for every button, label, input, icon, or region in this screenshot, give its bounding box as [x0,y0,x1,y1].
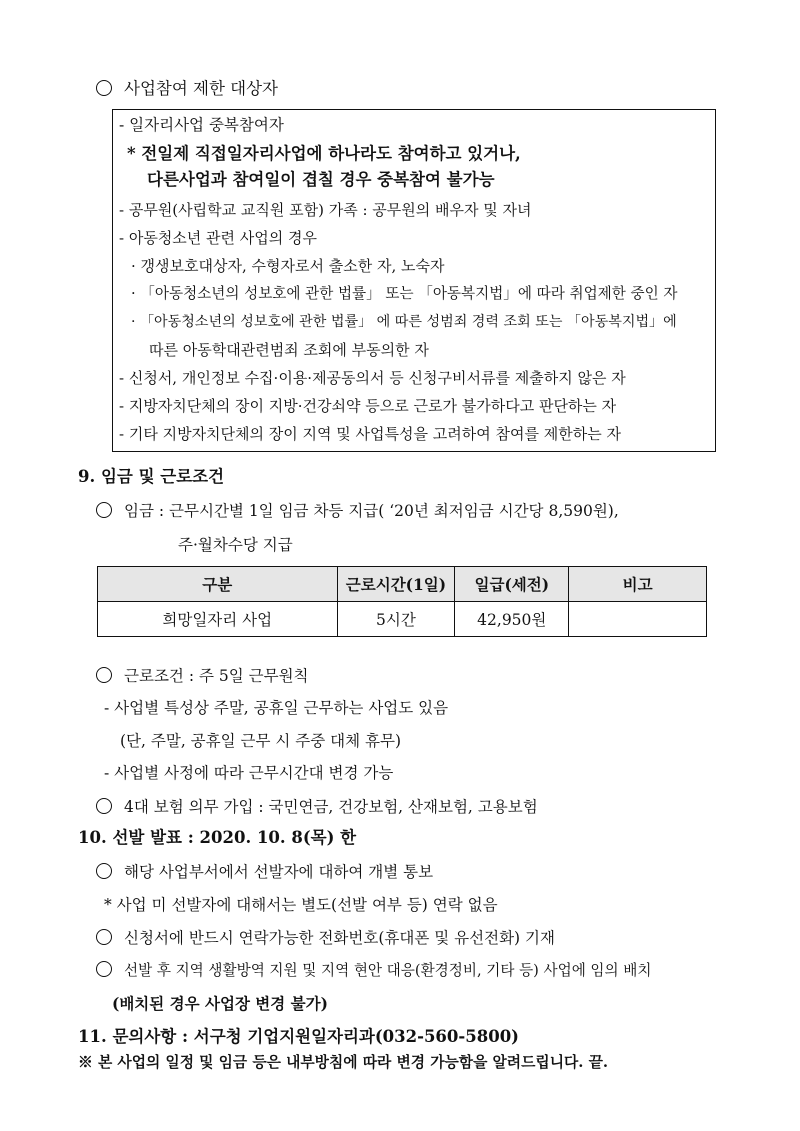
section9-heading: 9. 임금 및 근로조건 [78,467,225,486]
circle-bullet-icon [96,502,112,518]
section11-heading: 11. 문의사항 : 서구청 기업지원일자리과(032-560-5800) [78,1027,519,1046]
box-line-note: * 전일제 직접일자리사업에 하나라도 참여하고 있거나, [127,144,521,163]
phone-line: 신청서에 반드시 연락가능한 전화번호(휴대폰 및 유선전화) 기재 [96,927,555,949]
circle-bullet-icon [96,929,112,945]
table-cell: 희망일자리 사업 [98,602,338,637]
box-line: - 일자리사업 중복참여자 [119,116,284,134]
box-line: - 공무원(사립학교 교직원 포함) 가족 : 공무원의 배우자 및 자녀 [119,201,532,219]
work-line: (단, 주말, 공휴일 근무 시 주중 대체 휴무) [120,732,402,750]
table-header-row [98,567,707,602]
table-header: 근로시간(1일) [337,567,455,602]
box-line: - 아동청소년 관련 사업의 경우 [119,229,318,247]
table-header: 구분 [98,567,338,602]
work-line: - 사업별 특성상 주말, 공휴일 근무하는 사업도 있음 [104,699,449,717]
notice-line: 해당 사업부서에서 선발자에 대하여 개별 통보 [96,861,433,883]
restriction-box [112,109,716,452]
final-notice: ※ 본 사업의 일정 및 임금 등은 내부방침에 따라 변경 가능함을 알려드립니다. 끝. [78,1054,609,1071]
circle-bullet-icon [96,961,112,977]
section10-heading: 10. 선발 발표 : 2020. 10. 8(목) 한 [78,828,357,847]
box-line: · 「아동청소년의 성보호에 관한 법률」 또는 「아동복지법」에 따라 취업제한 중인 자 [131,285,678,302]
box-line: · 「아동청소년의 성보호에 관한 법률」 에 따른 성범죄 경력 조회 또는 「아동복지법」에 [131,314,677,330]
table-header: 일급(세전) [455,567,569,602]
work-line: - 사업별 사정에 따라 근무시간대 변경 가능 [104,764,394,782]
work-condition: 근로조건 : 주 5일 근무원칙 [96,665,309,687]
table-row [98,602,707,637]
table-header: 비고 [569,567,707,602]
placement-note: (배치된 경우 사업장 변경 불가) [112,994,328,1013]
wage-line: 임금 : 근무시간별 1일 임금 차등 지급( ‘20년 최저임금 시간당 8,590원), [96,500,619,522]
box-line-note: 다른사업과 참여일이 겹칠 경우 중복참여 불가능 [147,170,495,189]
box-line: 따른 아동학대관련범죄 조회에 부동의한 자 [149,341,429,359]
wage-line-2: 주·월차수당 지급 [178,536,293,554]
wage-table [97,566,707,637]
restrict-title: 사업참여 제한 대상자 [96,78,278,100]
box-line: - 신청서, 개인정보 수집·이용·제공동의서 등 신청구비서류를 제출하지 않은 자 [119,369,626,387]
box-line: - 지방자치단체의 장이 지방·건강쇠약 등으로 근로가 불가하다고 판단하는 자 [119,397,617,415]
table-cell: 5시간 [337,602,455,637]
notice-note: * 사업 미 선발자에 대해서는 별도(선발 여부 등) 연락 없음 [104,896,498,914]
insurance-line: 4대 보험 의무 가입 : 국민연금, 건강보험, 산재보험, 고용보험 [96,796,538,818]
table-cell: 42,950원 [455,602,569,637]
circle-bullet-icon [96,798,112,814]
circle-bullet-icon [96,80,112,96]
placement-line: 선발 후 지역 생활방역 지원 및 지역 현안 대응(환경정비, 기타 등) 사업에 임의 배치 [96,960,651,982]
circle-bullet-icon [96,863,112,879]
table-cell [569,602,707,637]
box-line: · 갱생보호대상자, 수형자로서 출소한 자, 노숙자 [131,257,445,275]
circle-bullet-icon [96,667,112,683]
box-line: - 기타 지방자치단체의 장이 지역 및 사업특성을 고려하여 참여를 제한하는 자 [119,425,621,443]
